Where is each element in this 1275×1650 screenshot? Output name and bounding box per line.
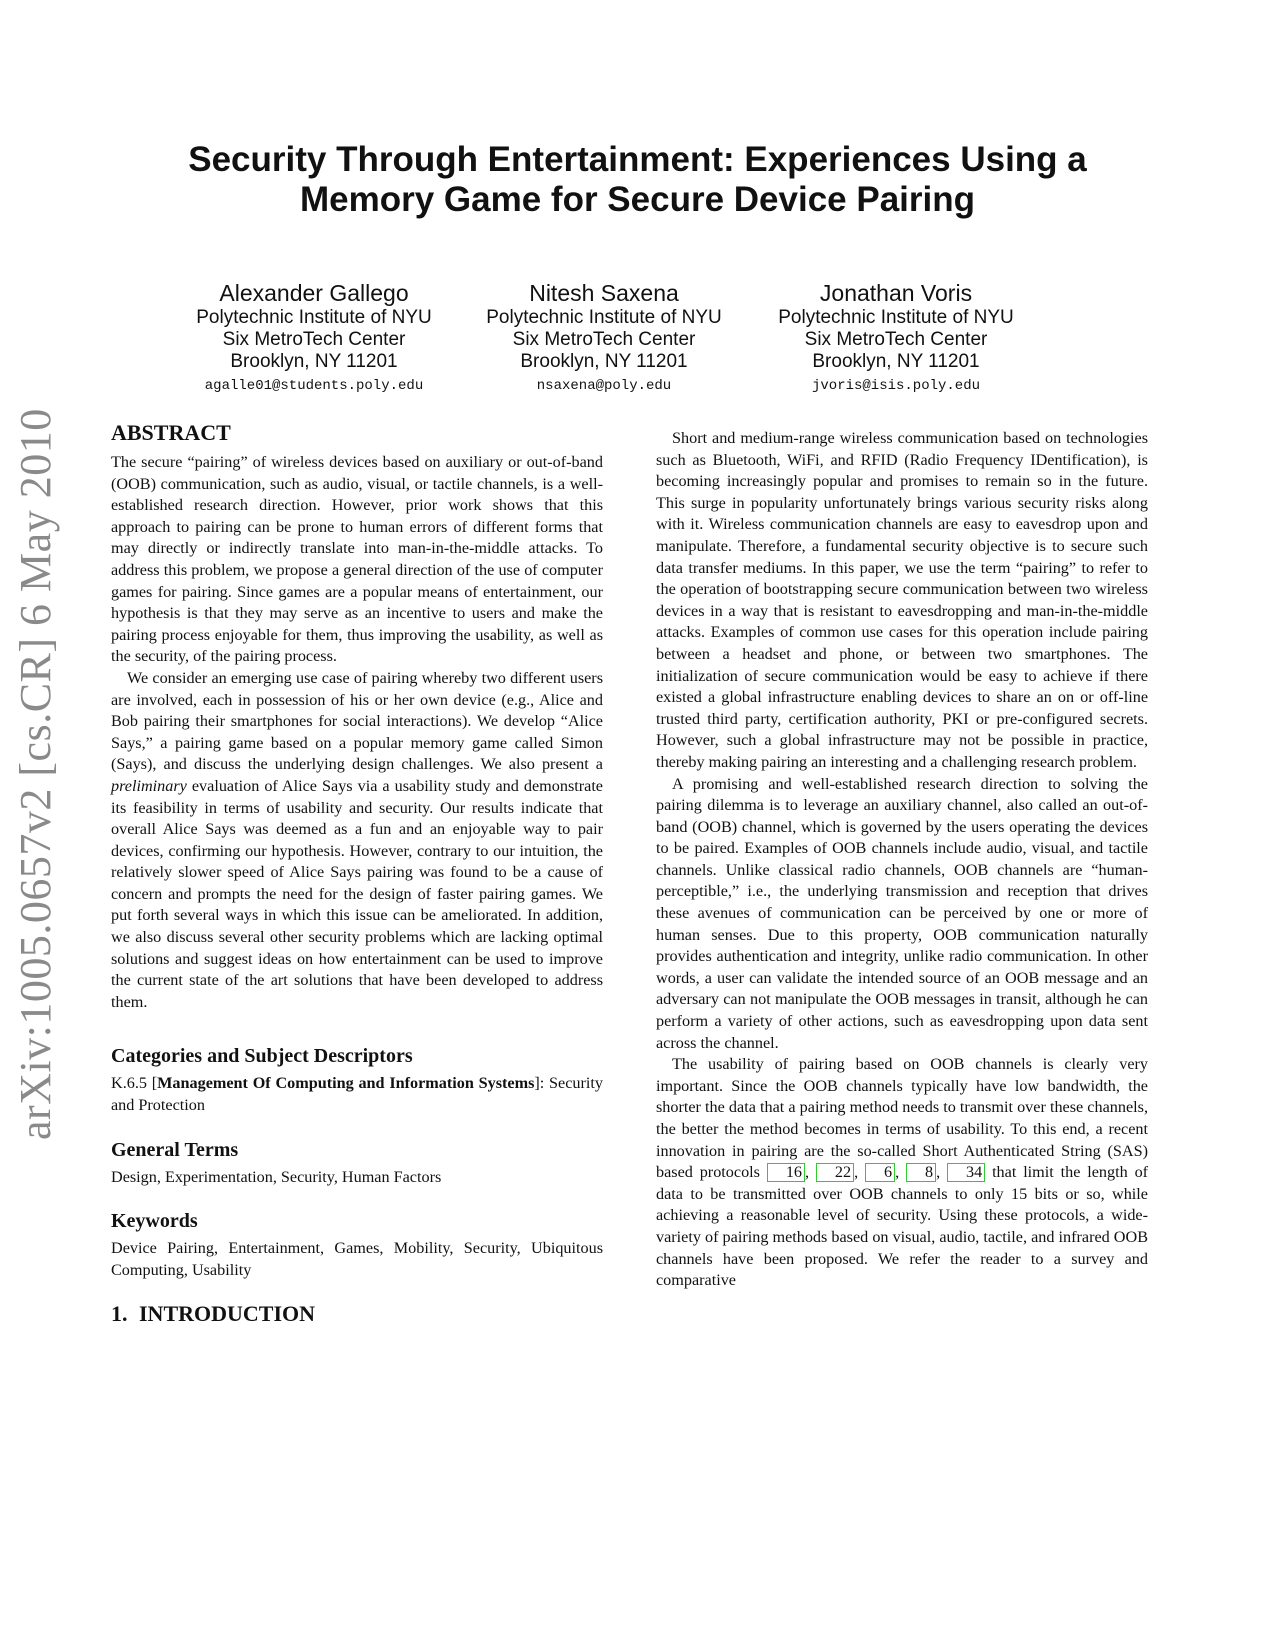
author-email: jvoris@isis.poly.edu <box>811 378 981 394</box>
citation-link[interactable]: 6 <box>865 1163 895 1182</box>
general-terms-heading: General Terms <box>111 1138 239 1161</box>
intro-paragraph-2: A promising and well-established research direction to solving the pairing dilemma is to leverage an auxiliary channel, also called an out-of-band (OOB) channel, which is governed by the users operating the devices to be paired. Examples of OOB channels include audio, visual, and tactile channels. Unlike classical radio channels, OOB channels are “human-perceptible,” i.e., the underlying transmission and reception that drives these avenues of communication can be perceived by one or more of human senses. Due to this property, OOB communication naturally provides authentication and integrity, unlike radio communication. In other words, a user can validate the intended source of an OOB message and an adversary can not manipulate the OOB messages in transit, although he can perform a variety of other actions, such as eavesdropping upon data sent across the channel. <box>656 774 1148 1052</box>
author-affiliation: Polytechnic Institute of NYU <box>486 307 722 328</box>
intro-text: The usability of pairing based on OOB channels is clearly very important. Since the OOB channels typically have low bandwidth, the shorter the data that a pairing method needs to transmit over these channels, the better the method becomes in terms of usability. To this end, a recent innovation in pairing are the so-called Short Authenticated String (SAS) based protocols <box>656 1055 1148 1182</box>
categories-heading: Categories and Subject Descriptors <box>111 1045 413 1068</box>
intro-paragraph-1: Short and medium-range wireless communication based on technologies such as Bluetooth, WiFi, and RFID (Radio Frequency IDentification), is becoming increasingly popular and promises to remain so in the future. This surge in popularity unfortunately brings various security risks along with it. Wireless communication channels are easy to eavesdrop upon and manipulate. Therefore, a fundamental security objective is to secure such data transfer mediums. In this paper, we use the term “pairing” to refer to the operation of bootstrapping secure communication between two wireless devices in a way that is resistant to eavesdropping and man-in-the-middle attacks. Examples of common use cases for this operation include pairing between a headset and phone, or between two smartphones. The initialization of secure communication would be easy to achieve if there existed a global infrastructure enabling devices to share an on or off-line trusted third party, certification authority, PKI or pre-configured secrets. However, such a global infrastructure may not be possible in practice, thereby making pairing an interesting and a challenging research problem. <box>656 429 1148 771</box>
author-3 <box>746 280 1046 397</box>
abstract-paragraph-2 <box>111 668 603 1014</box>
right-column <box>656 428 1148 1292</box>
abstract-heading: ABSTRACT <box>111 420 231 445</box>
author-name: Nitesh Saxena <box>529 280 679 306</box>
author-2 <box>454 280 754 397</box>
author-1 <box>164 280 464 397</box>
citation-link[interactable]: 22 <box>816 1163 854 1182</box>
keywords-text: Device Pairing, Entertainment, Games, Mobility, Security, Ubiquitous Computing, Usability <box>111 1239 603 1279</box>
author-city: Brooklyn, NY 11201 <box>812 351 980 372</box>
author-email: nsaxena@poly.edu <box>536 378 672 394</box>
paper-title <box>120 140 1155 220</box>
abstract-emphasis: preliminary <box>111 776 187 795</box>
categories-code: K.6.5 [ <box>111 1074 158 1093</box>
categories-rest: ]: Security and Protection <box>111 1074 603 1115</box>
author-address: Six MetroTech Center <box>512 329 696 350</box>
abstract-paragraph-1: The secure “pairing” of wireless devices based on auxiliary or out-of-band (OOB) communication, such as audio, visual, or tactile channels, is a well-established research direction. However, prior work shows that this approach to pairing can be prone to human errors of different forms that may directly or indirectly translate into man-in-the-middle attacks. To address this problem, we propose a general direction of the use of computer games for pairing. Since games are a popular means of entertainment, our hypothesis is that they may serve as an incentive to users and make the pairing process enjoyable for them, thus improving the usability, as well as the security, of the pairing process. <box>111 453 603 666</box>
introduction-heading: 1. INTRODUCTION <box>111 1301 316 1327</box>
intro-paragraph-3: The usability of pairing based on OOB channels is clearly very important. Since the OOB channels typically have low bandwidth, the shorter the data that a pairing method needs to transmit over these channels, the better the method becomes in terms of usability. To this end, a recent innovation in pairing are the so-called Short Authenticated String (SAS) based protocols 16 , 22 , 6 , 8 , 34 that limit the length of data to be transmitted over OOB channels to only 15 bits or so, while achieving a reasonable level of security. Using these protocols, a wide-variety of pairing methods based on visual, audio, tactile, and infrared OOB channels have been proposed. We refer the reader to a survey and comparative <box>656 1055 1149 1290</box>
abstract-text: We consider an emerging use case of pairing whereby two different users are involved, each in possession of his or her own device (e.g., Alice and Bob pairing their smartphones for social interactions). We develop “Alice Says,” a pairing game based on a popular memory game called Simon (Says), and discuss the underlying design challenges. We also present a <box>111 668 603 774</box>
author-affiliation: Polytechnic Institute of NYU <box>778 307 1014 328</box>
intro-text: that limit the length of data to be transmitted over OOB channels to only 15 bits or so, while achieving a reasonable level of security. Using these protocols, a wide-variety of pairing methods based on visual, audio, tactile, and infrared OOB channels have been proposed. We refer the reader to a survey and comparative <box>656 1163 1149 1290</box>
title-line-1: Security Through Entertainment: Experiences Using a <box>188 140 1087 179</box>
author-address: Six MetroTech Center <box>804 329 988 350</box>
author-city: Brooklyn, NY 11201 <box>520 351 688 372</box>
keywords-heading: Keywords <box>111 1210 198 1233</box>
citation-link[interactable]: 16 <box>767 1163 805 1182</box>
author-city: Brooklyn, NY 11201 <box>230 351 398 372</box>
categories-bold: Management Of Computing and Information Systems <box>157 1074 535 1093</box>
author-name: Jonathan Voris <box>819 280 973 306</box>
citation-link[interactable]: 34 <box>947 1163 985 1182</box>
categories-text <box>111 1073 603 1116</box>
abstract-text: evaluation of Alice Says via a usability study and demonstrate its feasibility in terms of usability and security. Our results indicate that overall Alice Says was deemed as a fun and an enjoyable way to pair devices, confirming our hypothesis. However, contrary to our intuition, the relatively slower speed of Alice Says pairing was found to be a cause of concern and prompts the need for the design of faster pairing games. We put forth several ways in which this issue can be ameliorated. In addition, we also discuss several other security problems which are lacking optimal solutions and suggest ideas on how entertainment can be used to improve the current state of the art solutions that have been developed to address them. <box>111 776 603 1011</box>
title-line-2: Memory Game for Secure Device Pairing <box>300 180 975 219</box>
author-name: Alexander Gallego <box>219 280 409 306</box>
author-affiliation: Polytechnic Institute of NYU <box>196 307 432 328</box>
general-terms-text: Design, Experimentation, Security, Human Factors <box>111 1167 442 1186</box>
arxiv-identifier: arXiv:1005.0657v2 [cs.CR] 6 May 2010 <box>11 408 60 1140</box>
left-column <box>111 420 603 1327</box>
citation-link[interactable]: 8 <box>906 1163 936 1182</box>
author-address: Six MetroTech Center <box>222 329 406 350</box>
author-email: agalle01@students.poly.edu <box>204 378 424 394</box>
